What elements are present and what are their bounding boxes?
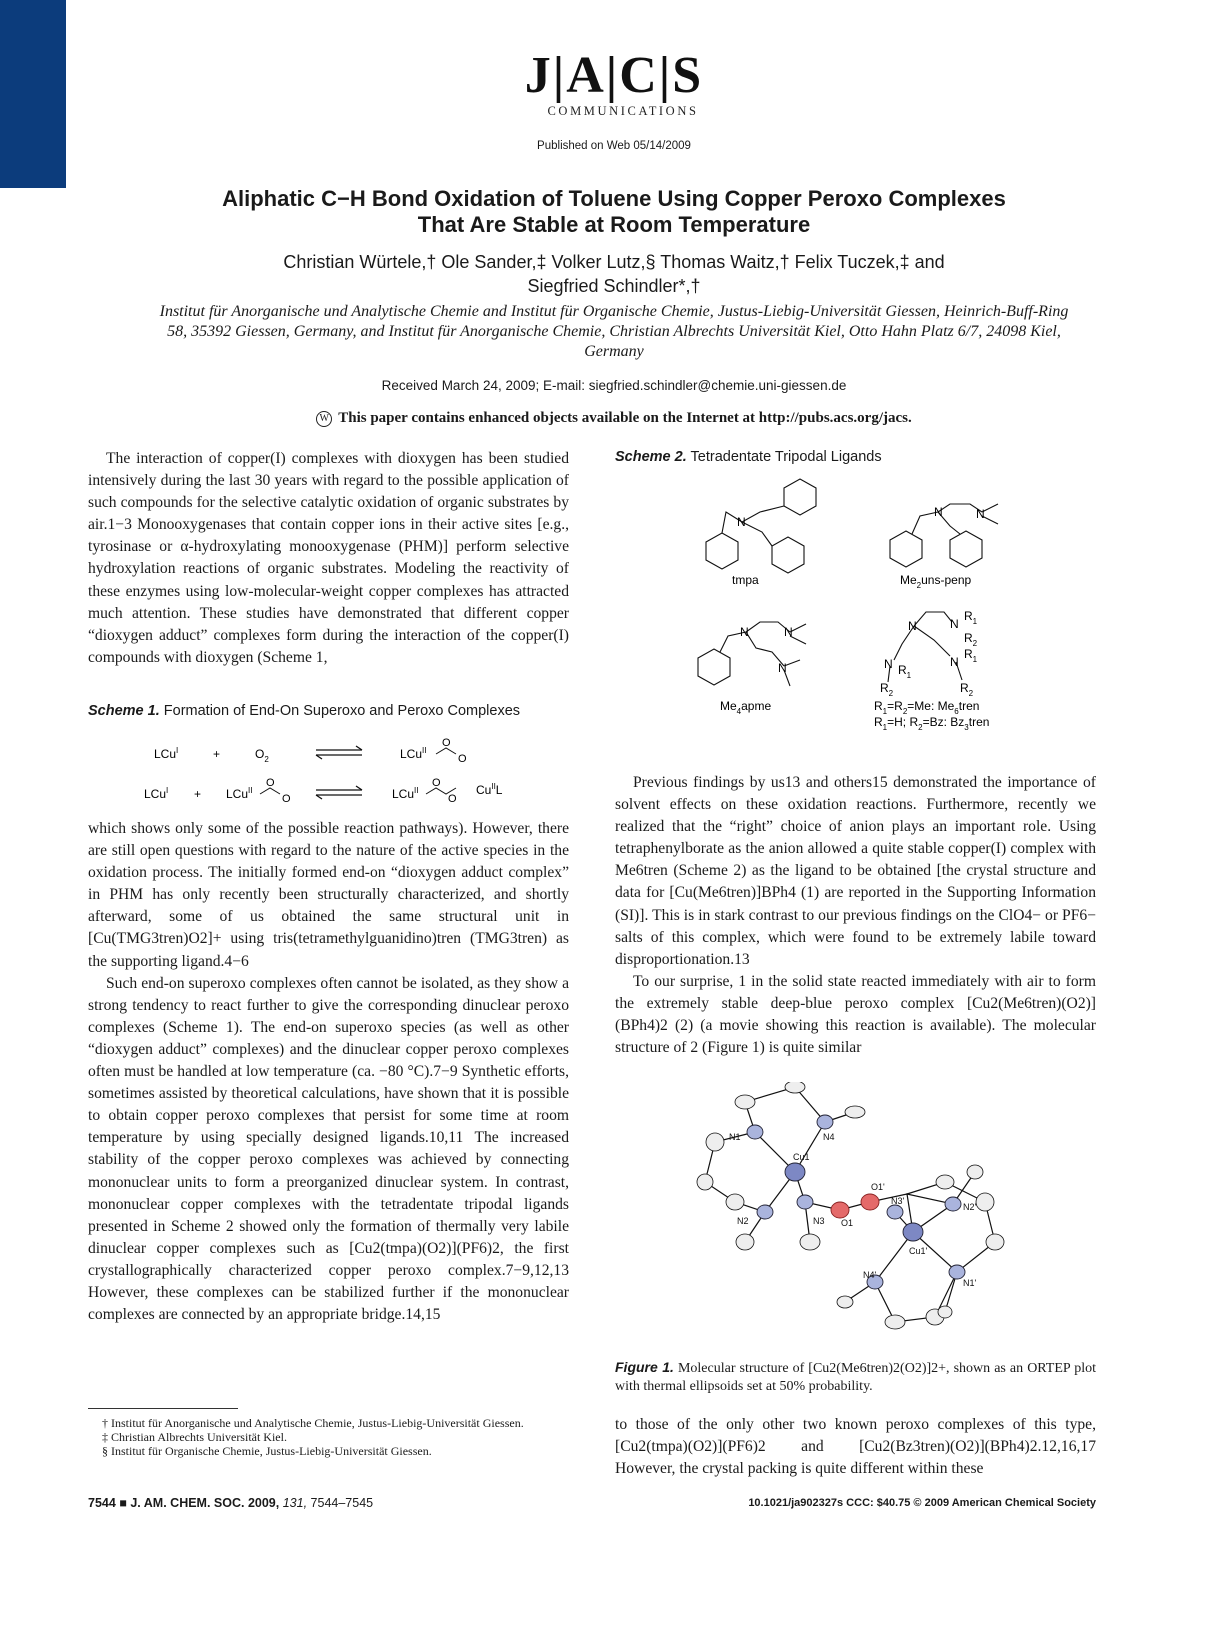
- tren-r1b: $R_1$: [898, 663, 912, 680]
- scheme2-ligands: [680, 476, 1040, 736]
- logo-subtitle: COMMUNICATIONS: [547, 104, 699, 118]
- enhanced-objects-note: [0, 410, 1228, 427]
- atom-n4: [817, 1115, 833, 1129]
- scheme1-label: Scheme 1.: [88, 703, 160, 719]
- scheme2-caption-text: Tetradentate Tripodal Ligands: [690, 449, 882, 465]
- title-line-2: That Are Stable at Room Temperature: [417, 212, 811, 237]
- article-title: [0, 186, 1228, 238]
- paragraph-3: Previous findings by us13 and others15 demonstrated the importance of solvent effects on these oxidation reactions. Furthermore, recently we realized that the “right” choice of anion plays an important role. Using tetraphenylborate as the anion allowed a quite stable copper(I) complex with Me6tren (Scheme 2) as the ligand to be obtained [the crystal structure and data for [Cu(Me6tren)]BPh4 (1) are reported in the Supporting Information (SI)]. This is in stark contrast to our previous findings on the ClO4− or PF6− salts of this complex, which were found to be extremely labile toward disproportionation.13: [615, 774, 1096, 968]
- carbon-atom: [785, 1082, 805, 1093]
- journal-pages: 7544–7545: [310, 1496, 374, 1510]
- carbon-atom: [845, 1106, 865, 1118]
- body-column-right-bottom: [615, 1414, 1096, 1480]
- carbon-atom: [936, 1175, 954, 1189]
- scheme1-caption-text: Formation of End-On Superoxo and Peroxo Complexes: [163, 703, 521, 719]
- atom-o1-prime: [861, 1194, 879, 1210]
- figure1-caption-text: Molecular structure of [Cu2(Me6tren)2(O2)]2+, shown as an ORTEP plot with thermal ellipsoids set at 50% probability.: [615, 1361, 1097, 1394]
- author-list: [0, 250, 1228, 298]
- s1-r2-plus: +: [194, 787, 202, 801]
- s1-r2-mid: LCu$^{II}$: [226, 786, 253, 801]
- label-n2-prime: N2': [963, 1202, 977, 1212]
- s1-r2-product: LCu$^{II}$: [392, 786, 419, 801]
- s1-r2-o-4: O: [448, 793, 457, 805]
- s1-o-atom-2: O: [458, 753, 467, 765]
- tmpa-n: N: [737, 515, 746, 529]
- paragraph-5: to those of the only other two known peroxo complexes of this type, [Cu2(tmpa)(O2)](PF6)2 and [Cu2(Bz3tren)(O2)](BPh4)2.12,16,17 However, the crystal packing is quite different within these: [615, 1416, 1096, 1478]
- authors-line-1: Christian Würtele,† Ole Sander,‡ Volker Lutz,§ Thomas Waitz,† Felix Tuczek,‡ and: [283, 252, 945, 272]
- atom-cu1: [785, 1163, 805, 1181]
- body-column-left-bottom: [88, 818, 569, 1326]
- journal-citation: J. AM. CHEM. SOC. 2009,: [130, 1496, 280, 1510]
- atom-n1: [747, 1125, 763, 1139]
- atom-o1: [831, 1202, 849, 1218]
- tren-label-2: $R_1=H$; $R_2=Bz$: $Bz_3tren$: [874, 715, 990, 732]
- s1-r1-plus: +: [213, 747, 221, 761]
- atom-n1-prime: [949, 1265, 965, 1279]
- carbon-atom: [837, 1296, 853, 1308]
- s1-r2-o-3: O: [432, 777, 441, 789]
- apme-n3: N: [778, 661, 787, 675]
- enhanced-text: This paper contains enhanced objects available on the Internet at http://pubs.acs.org/jacs.: [338, 410, 912, 426]
- scheme1-row-1: [154, 737, 467, 765]
- scheme1-row-2: [144, 777, 503, 805]
- atom-n3-prime: [887, 1205, 903, 1219]
- carbon-atom: [986, 1234, 1004, 1250]
- page-footer-citation: [88, 1496, 373, 1510]
- label-n3: N3: [813, 1216, 825, 1226]
- scheme2-caption: [615, 449, 882, 465]
- logo-text: J|A|C|S: [524, 47, 704, 104]
- footnote-divider: [88, 1408, 238, 1409]
- uns-n2: N: [976, 507, 985, 521]
- carbon-atom: [967, 1165, 983, 1179]
- label-o1: O1: [841, 1218, 854, 1228]
- s1-r2-end: $Cu^{II}L$: [476, 782, 503, 797]
- title-line-1: Aliphatic C−H Bond Oxidation of Toluene Using Copper Peroxo Complexes: [222, 186, 1006, 211]
- scheme2-label: Scheme 2.: [615, 449, 687, 465]
- label-n3-prime: N3': [891, 1196, 905, 1206]
- label-n4-prime: N4': [863, 1270, 877, 1280]
- paragraph-1-continued: which shows only some of the possible reaction pathways). However, there are still open questions with regard to the nature of the active species in the oxidation process. The initially formed end-on “dioxygen adduct complex” in PHM has only recently been structurally characterized, and shortly afterward, some of us obtained the same structural unit in [Cu(TMG3tren)O2]+ using tris(tetramethylguanidino)tren (TMG3tren) as the supporting ligand.4−6: [88, 820, 569, 970]
- tren-r2a: $R_2$: [964, 631, 978, 648]
- figure1-label: Figure 1.: [615, 1359, 674, 1375]
- carbon-atom: [976, 1193, 994, 1211]
- s1-o-atom: O: [442, 737, 451, 749]
- equilibrium-arrow-2: [316, 786, 362, 799]
- published-date: Published on Web 05/14/2009: [537, 140, 691, 152]
- affiliation: Institut für Anorganische und Analytische Chemie and Institut für Organische Chemie, Justus-Liebig-Universität Giessen, Heinrich-Buff-Ring 58, 35392 Giessen, Germany, and Institut für Anorganische Chemie, Christian Albrechts Universität Kiel, Otto Hahn Platz 6/7, 24098 Kiel, Germany: [159, 303, 1069, 360]
- journal-volume: 131,: [282, 1496, 308, 1510]
- tren-label-1: $R_1=R_2=Me$: $Me_6tren$: [874, 699, 980, 716]
- footer-square: ■: [119, 1496, 127, 1510]
- ortep-n-atoms: [747, 1115, 965, 1289]
- atom-n3: [797, 1195, 813, 1209]
- web-enhanced-icon: W: [316, 411, 332, 427]
- tren-n1: N: [908, 619, 917, 633]
- s1-r1-o2: $O_2$: [255, 747, 269, 764]
- tren-r2b: $R_2$: [880, 681, 894, 698]
- label-n2: N2: [737, 1216, 749, 1226]
- page-number: 7544: [88, 1496, 116, 1510]
- label-cu1: Cu1: [793, 1152, 810, 1162]
- paragraph-1: The interaction of copper(I) complexes with dioxygen has been studied intensively during the last 30 years with regard to the possible application of such compounds for the selective catalytic oxidation of organic substrates by air.1−3 Monooxygenases that contain copper ions in their active sites [e.g., tyrosinase or α-hydroxylating monooxygenase (PHM)] perform selective hydroxylation reactions of organic substrates. Modeling the reactivity of these enzymes using low-molecular-weight copper complexes has attracted much attention. These studies have demonstrated that different copper “dioxygen adduct” complexes form during the interaction of the copper(I) compounds with dioxygen (Scheme 1,: [88, 450, 569, 666]
- s1-r2-o-1: O: [266, 777, 275, 789]
- label-n1-prime: N1': [963, 1278, 977, 1288]
- uns-label: $Me_2uns$-penp: [900, 573, 972, 590]
- carbon-atom: [938, 1306, 952, 1318]
- carbon-atom: [885, 1315, 905, 1329]
- body-column-left-top: [88, 448, 569, 669]
- paragraph-4: To our surprise, 1 in the solid state reacted immediately with air to form the extremely stable deep-blue peroxo complex [Cu2(Me6tren)(O2)](BPh4)2 (2) (a movie showing this reaction is available). The molecular structure of 2 (Figure 1) is quite similar: [615, 972, 1096, 1057]
- paragraph-2: Such end-on superoxo complexes often cannot be isolated, as they show a strong tendency to react further to give the corresponding dinuclear peroxo complexes (Scheme 1). The end-on superoxo species (as well as other “dioxygen adduct” complexes) and the dinuclear copper peroxo complexes often must be handled at low temperature (ca. −80 °C).7−9 Synthetic efforts, sometimes assisted by theoretical calculations, have shown that it is possible to obtain copper peroxo complexes that persist for some time at room temperature by using specially designed ligands.10,11 The increased stability of the copper peroxo complexes was achieved by connecting mononuclear units to form a preorganized dinuclear system. In contrast, mononuclear copper complexes with the tetradentate tripodal ligands presented in Scheme 2 showed only the formation of thermally very labile dinuclear copper complexes such as [Cu2(tmpa)(O2)](PF6)2, the first crystallographically characterized copper peroxo complex.7−9,12,13 However, these complexes can be stabilized further if the mononuclear complexes are connected by an appropriate bridge.14,15: [88, 974, 569, 1324]
- apme-label: $Me_4apme$: [720, 699, 772, 716]
- atom-n2-prime: [945, 1197, 961, 1211]
- doi-copyright: 10.1021/ja902327s CCC: $40.75 © 2009 American Chemical Society: [748, 1497, 1096, 1509]
- body-column-right-top: [615, 772, 1096, 1059]
- footnote-2: ‡ Christian Albrechts Universität Kiel.: [102, 1430, 287, 1444]
- tmpa-label: tmpa: [732, 573, 759, 587]
- footnotes: [88, 1416, 569, 1458]
- s1-r1-product: LCu$^{II}$: [400, 746, 427, 761]
- authors-line-2: Siegfried Schindler*,†: [527, 276, 701, 296]
- figure1-ortep: [695, 1082, 1015, 1346]
- ligand-tmpa: [706, 479, 816, 573]
- label-n4: N4: [823, 1132, 835, 1142]
- tren-r1a: $R_1$: [964, 609, 978, 626]
- footnote-1: † Institut für Anorganische und Analytische Chemie, Justus-Liebig-Universität Giessen.: [102, 1416, 524, 1430]
- carbon-atom: [697, 1174, 713, 1190]
- scheme1-reactions: [120, 732, 550, 808]
- s1-r1-lcu: LCu$^I$: [154, 746, 179, 761]
- footnote-3: § Institut für Organische Chemie, Justus-Liebig-Universität Giessen.: [102, 1444, 432, 1458]
- carbon-atom: [736, 1234, 754, 1250]
- carbon-atom: [735, 1095, 755, 1109]
- figure1-caption: [615, 1358, 1096, 1396]
- carbon-atom: [726, 1194, 744, 1210]
- tren-n3: N: [884, 657, 893, 671]
- label-o1-prime: O1': [871, 1182, 885, 1192]
- journal-logo: [0, 47, 1228, 119]
- tren-n4: N: [950, 655, 959, 669]
- received-line: Received March 24, 2009; E-mail: siegfried.schindler@chemie.uni-giessen.de: [381, 378, 847, 393]
- label-n1: N1: [729, 1132, 741, 1142]
- label-cu1-prime: Cu1': [909, 1246, 928, 1256]
- equilibrium-arrow: [316, 746, 362, 759]
- s1-r2-o-2: O: [282, 793, 291, 805]
- tren-n2: N: [950, 617, 959, 631]
- carbon-atom: [800, 1234, 820, 1250]
- tren-r1c: $R_1$: [964, 647, 978, 664]
- apme-n1: N: [740, 625, 749, 639]
- atom-n2: [757, 1205, 773, 1219]
- uns-n1: N: [934, 505, 943, 519]
- s1-r2-lcu: LCu$^I$: [144, 786, 169, 801]
- carbon-atom: [706, 1133, 724, 1151]
- tren-r2c: $R_2$: [960, 681, 974, 698]
- scheme1-caption: [88, 703, 520, 719]
- atom-cu1-prime: [903, 1223, 923, 1241]
- apme-n2: N: [784, 625, 793, 639]
